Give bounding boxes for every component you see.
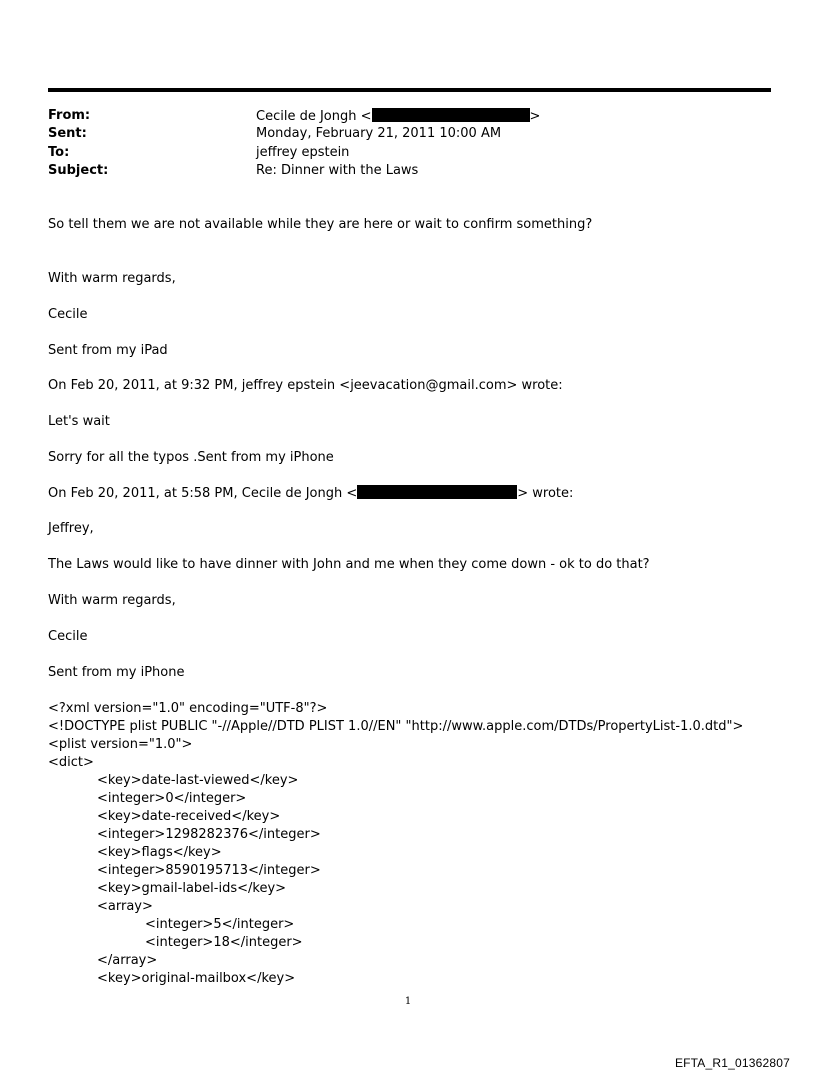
xml-line: <integer>8590195713</integer> (97, 863, 321, 878)
message-line: The Laws would like to have dinner with John and me when they come down - ok to do that? (48, 557, 650, 572)
xml-line: <key>date-last-viewed</key> (97, 773, 299, 788)
page-number: 1 (404, 996, 412, 1007)
sent-value: Monday, February 21, 2011 10:00 AM (256, 126, 502, 141)
quote-header-1: On Feb 20, 2011, at 9:32 PM, jeffrey epstein <jeevacation@gmail.com> wrote: (48, 378, 563, 393)
xml-line: <!DOCTYPE plist PUBLIC "-//Apple//DTD PLIST 1.0//EN" "http://www.apple.com/DTDs/PropertyList-1.0.dtd"> (48, 719, 744, 734)
header-rule (48, 88, 771, 92)
subject-label: Subject: (48, 163, 109, 178)
greeting: Jeffrey, (48, 521, 94, 536)
sent-from-ipad: Sent from my iPad (48, 343, 168, 358)
from-label: From: (48, 108, 91, 123)
regards-2: With warm regards, (48, 593, 176, 608)
xml-line: <integer>18</integer> (145, 935, 303, 950)
typos-line: Sorry for all the typos .Sent from my iPhone (48, 450, 334, 465)
xml-line: <integer>5</integer> (145, 917, 295, 932)
regards-1: With warm regards, (48, 271, 176, 286)
from-name: Cecile de Jongh < (256, 109, 372, 124)
redaction-bar (372, 108, 530, 122)
to-label: To: (48, 145, 70, 160)
xml-line: <key>gmail-label-ids</key> (97, 881, 287, 896)
xml-line: <key>date-received</key> (97, 809, 281, 824)
body-line-1: So tell them we are not available while they are here or wait to confirm something? (48, 217, 593, 232)
xml-line: <key>original-mailbox</key> (97, 971, 296, 986)
xml-line: <key>flags</key> (97, 845, 222, 860)
xml-line: <integer>0</integer> (97, 791, 247, 806)
sent-from-iphone: Sent from my iPhone (48, 665, 185, 680)
xml-line: <array> (97, 899, 153, 914)
xml-line: <plist version="1.0"> (48, 737, 193, 752)
from-close: > (529, 109, 541, 124)
from-value (256, 108, 540, 125)
xml-line: <dict> (48, 755, 94, 770)
xml-line: <?xml version="1.0" encoding="UTF-8"?> (48, 701, 328, 716)
reply-line: Let's wait (48, 414, 110, 429)
xml-line: </array> (97, 953, 158, 968)
subject-value: Re: Dinner with the Laws (256, 163, 419, 178)
quote-2-suffix: > wrote: (517, 486, 574, 501)
redaction-bar (357, 485, 517, 499)
quote-header-2 (48, 485, 573, 502)
bates-number: EFTA_R1_01362807 (674, 1056, 790, 1070)
signature-name-1: Cecile (48, 307, 88, 322)
xml-line: <integer>1298282376</integer> (97, 827, 321, 842)
sent-label: Sent: (48, 126, 87, 141)
signature-name-2: Cecile (48, 629, 88, 644)
to-value: jeffrey epstein (256, 145, 350, 160)
quote-2-prefix: On Feb 20, 2011, at 5:58 PM, Cecile de Jongh < (48, 486, 358, 501)
